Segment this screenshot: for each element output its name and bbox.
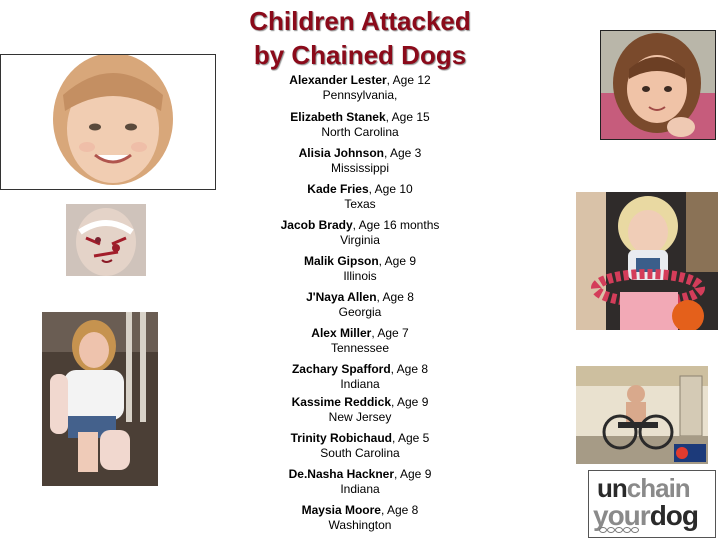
list-item <box>250 110 470 140</box>
list-item <box>250 467 470 497</box>
victim-name: Kassime Reddick <box>291 395 391 409</box>
child-photo <box>66 204 146 276</box>
logo-word-un: un <box>597 473 627 503</box>
victim-place: North Carolina <box>321 125 399 139</box>
logo-word-chain: chain <box>626 473 690 503</box>
victim-name: De.Nasha Hackner <box>288 467 394 481</box>
list-item <box>250 395 470 425</box>
victim-age: , Age 5 <box>391 431 430 445</box>
victim-age: , Age 9 <box>391 395 429 409</box>
victim-age: , Age 9 <box>394 467 432 481</box>
chain-link-icon <box>599 527 647 533</box>
list-item <box>250 182 470 212</box>
victim-place: Texas <box>344 197 376 211</box>
logo-word-dog: dog <box>649 500 698 531</box>
list-item <box>250 254 470 284</box>
victim-age: , Age 15 <box>385 110 430 124</box>
unchain-your-dog-logo <box>588 470 716 538</box>
victim-name: Alexander Lester <box>289 73 387 87</box>
victim-place: South Carolina <box>320 446 400 460</box>
list-item <box>250 146 470 176</box>
victim-name: Alex Miller <box>311 326 372 340</box>
victim-place: Mississippi <box>330 161 389 175</box>
title-line-1: Children Attacked <box>249 6 471 36</box>
victim-name: Kade Fries <box>307 182 369 196</box>
child-photo <box>600 30 716 140</box>
victim-place: Washington <box>328 518 392 532</box>
victim-name: Trinity Robichaud <box>290 431 392 445</box>
victim-age: , Age 8 <box>380 503 419 517</box>
victim-name: Maysia Moore <box>301 503 381 517</box>
list-item <box>250 362 470 392</box>
victim-age: , Age 9 <box>378 254 417 268</box>
victim-age: , Age 12 <box>386 73 431 87</box>
logo-word-your: your <box>593 500 650 531</box>
child-photo <box>42 312 158 486</box>
victim-name: Malik Gipson <box>303 254 379 268</box>
victim-name: Alisia Johnson <box>298 146 384 160</box>
title-line-2: by Chained Dogs <box>253 40 467 70</box>
child-photo <box>0 54 216 190</box>
list-item <box>250 73 470 103</box>
victim-name: Zachary Spafford <box>291 362 391 376</box>
child-photo <box>576 192 718 330</box>
victim-place: Indiana <box>340 377 380 391</box>
list-item <box>250 326 470 356</box>
page-title <box>200 4 520 72</box>
child-photo <box>576 366 708 464</box>
victim-age: , Age 3 <box>383 146 422 160</box>
victim-place: Indiana <box>340 482 380 496</box>
list-item <box>250 503 470 533</box>
list-item <box>250 290 470 320</box>
victim-name: Elizabeth Stanek <box>290 110 386 124</box>
victim-age: , Age 16 months <box>352 218 440 232</box>
victim-age: , Age 8 <box>390 362 429 376</box>
list-item <box>250 431 470 461</box>
victim-place: Tennessee <box>330 341 390 355</box>
victim-place: New Jersey <box>328 410 392 424</box>
list-item <box>250 218 470 248</box>
victim-place: Georgia <box>338 305 382 319</box>
victim-name: Jacob Brady <box>280 218 353 232</box>
victim-age: , Age 8 <box>376 290 414 304</box>
victim-age: , Age 10 <box>368 182 413 196</box>
victim-age: , Age 7 <box>371 326 409 340</box>
victim-place: Illinois <box>343 269 377 283</box>
victim-place: Pennsylvania, <box>322 88 398 102</box>
victim-name: J'Naya Allen <box>306 290 377 304</box>
victim-place: Virginia <box>340 233 380 247</box>
